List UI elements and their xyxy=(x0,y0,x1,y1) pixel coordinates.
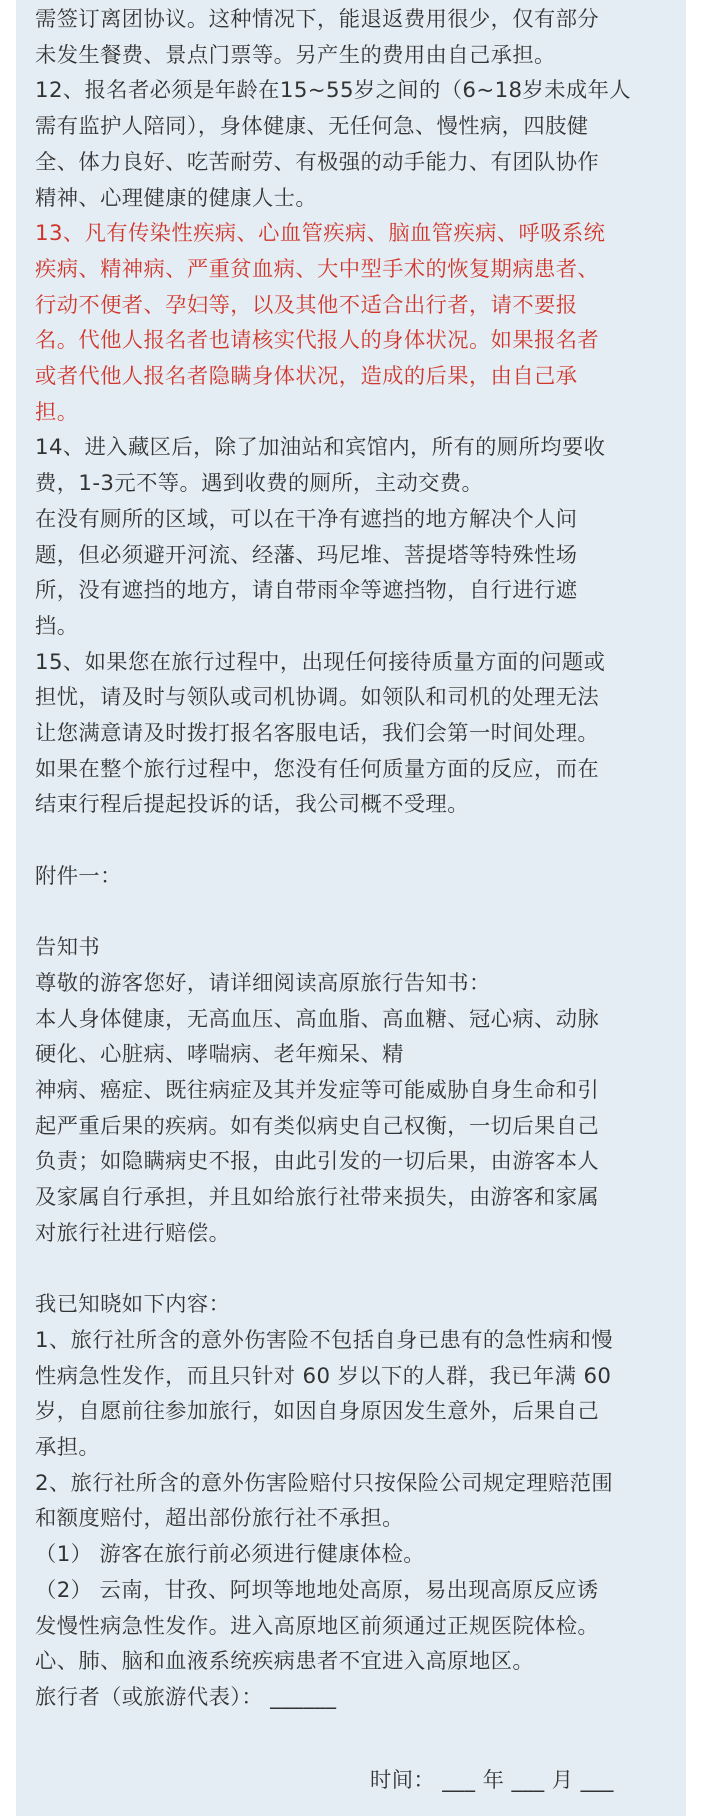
text-line: 如果在整个旅行过程中，您没有任何质量方面的反应，而在 xyxy=(35,756,600,782)
warning-line: 疾病、精神病、严重贫血病、大中型手术的恢复期病患者、 xyxy=(35,256,600,282)
text-line: 挡。 xyxy=(35,613,79,639)
text-line: 2、旅行社所含的意外伤害险赔付只按保险公司规定理赔范围 xyxy=(35,1470,614,1496)
text-line: 心、肺、脑和血液系统疾病患者不宜进入高原地区。 xyxy=(35,1649,535,1675)
text-line: 需签订离团协议。这种情况下，能退返费用很少，仅有部分 xyxy=(35,7,600,32)
text-line: 1、旅行社所含的意外伤害险不包括自身已患有的急性病和慢 xyxy=(35,1327,614,1353)
text-line: 担忧，请及时与领队或司机协调。如领队和司机的处理无法 xyxy=(35,685,600,711)
text-line: 对旅行社进行赔偿。 xyxy=(35,1220,231,1246)
text-line: 本人身体健康，无高血压、高血脂、高血糖、冠心病、动脉 xyxy=(35,1006,600,1032)
text-line: 起严重后果的疾病。如有类似病史自己权衡，一切后果自己 xyxy=(35,1113,600,1139)
warning-line: 或者代他人报名者隐瞒身体状况，造成的后果，由自己承 xyxy=(35,364,578,390)
warning-line: 13、凡有传染性疾病、心血管疾病、脑血管疾病、呼吸系统 xyxy=(35,221,606,247)
text-line: 12、报名者必须是年龄在15~55岁之间的（6~18岁未成年人 xyxy=(35,78,631,104)
text-line: 神病、癌症、既往病症及其并发症等可能威胁自身生命和引 xyxy=(35,1078,600,1104)
text-line: 14、进入藏区后，除了加油站和宾馆内，所有的厕所均要收 xyxy=(35,435,606,461)
warning-line: 担。 xyxy=(35,399,79,425)
text-line: 费，1-3元不等。遇到收费的厕所，主动交费。 xyxy=(35,471,484,497)
text-line: 需有监护人陪同），身体健康、无任何急、慢性病，四肢健 xyxy=(35,114,589,140)
text-line: 所，没有遮挡的地方，请自带雨伞等遮挡物，自行进行遮 xyxy=(35,578,578,604)
text-line: （1） 游客在旅行前必须进行健康体检。 xyxy=(35,1542,425,1568)
text-line: 和额度赔付，超出部份旅行社不承担。 xyxy=(35,1506,404,1532)
document-body xyxy=(35,2,675,1716)
attachment-heading: 附件一： xyxy=(35,863,122,889)
text-line: 题，但必须避开河流、经藩、玛尼堆、菩提塔等特殊性场 xyxy=(35,542,578,568)
warning-line: 名。代他人报名者也请核实代报人的身体状况。如果报名者 xyxy=(35,328,600,354)
text-line: 承担。 xyxy=(35,1435,101,1461)
blank-line xyxy=(35,1252,675,1288)
blank-line xyxy=(35,895,675,931)
text-line: 岁，自愿前往参加旅行，如因自身原因发生意外，后果自己 xyxy=(35,1399,600,1425)
text-line: 负责；如隐瞒病史不报，由此引发的一切后果，由游客本人 xyxy=(35,1149,600,1175)
text-line: 全、体力良好、吃苦耐劳、有极强的动手能力、有团队协作 xyxy=(35,149,600,175)
signature-time-line: 时间： ___ 年 ___ 月 ___ xyxy=(370,1768,614,1793)
notice-title: 告知书 xyxy=(35,935,101,961)
text-line: 15、如果您在旅行过程中，出现任何接待质量方面的问题或 xyxy=(35,649,606,675)
text-line: 性病急性发作，而且只针对 60 岁以下的人群，我已年满 60 xyxy=(35,1363,612,1389)
text-line: 结束行程后提起投诉的话，我公司概不受理。 xyxy=(35,792,469,818)
text-line: 硬化、心脏病、哮喘病、老年痴呆、精 xyxy=(35,1042,404,1068)
text-line: 及家属自行承担，并且如给旅行社带来损失，由游客和家属 xyxy=(35,1185,600,1211)
text-line: 发慢性病急性发作。进入高原地区前须通过正规医院体检。 xyxy=(35,1613,600,1639)
text-line: 让您满意请及时拨打报名客服电话，我们会第一时间处理。 xyxy=(35,721,600,747)
signature-traveler-line: 旅行者（或旅游代表）： ______ xyxy=(35,1685,337,1710)
warning-line: 行动不便者、孕妇等，以及其他不适合出行者，请不要报 xyxy=(35,292,578,318)
text-line: （2） 云南，甘孜、阿坝等地地处高原，易出现高原反应诱 xyxy=(35,1577,599,1603)
text-line: 未发生餐费、景点门票等。另产生的费用由自己承担。 xyxy=(35,42,556,68)
text-line: 尊敬的游客您好，请详细阅读高原旅行告知书： xyxy=(35,970,491,996)
blank-line xyxy=(35,823,675,859)
text-line: 精神、心理健康的健康人士。 xyxy=(35,185,318,211)
text-line: 在没有厕所的区域，可以在干净有遮挡的地方解决个人问 xyxy=(35,506,578,532)
acknowledge-heading: 我已知晓如下内容： xyxy=(35,1292,231,1318)
